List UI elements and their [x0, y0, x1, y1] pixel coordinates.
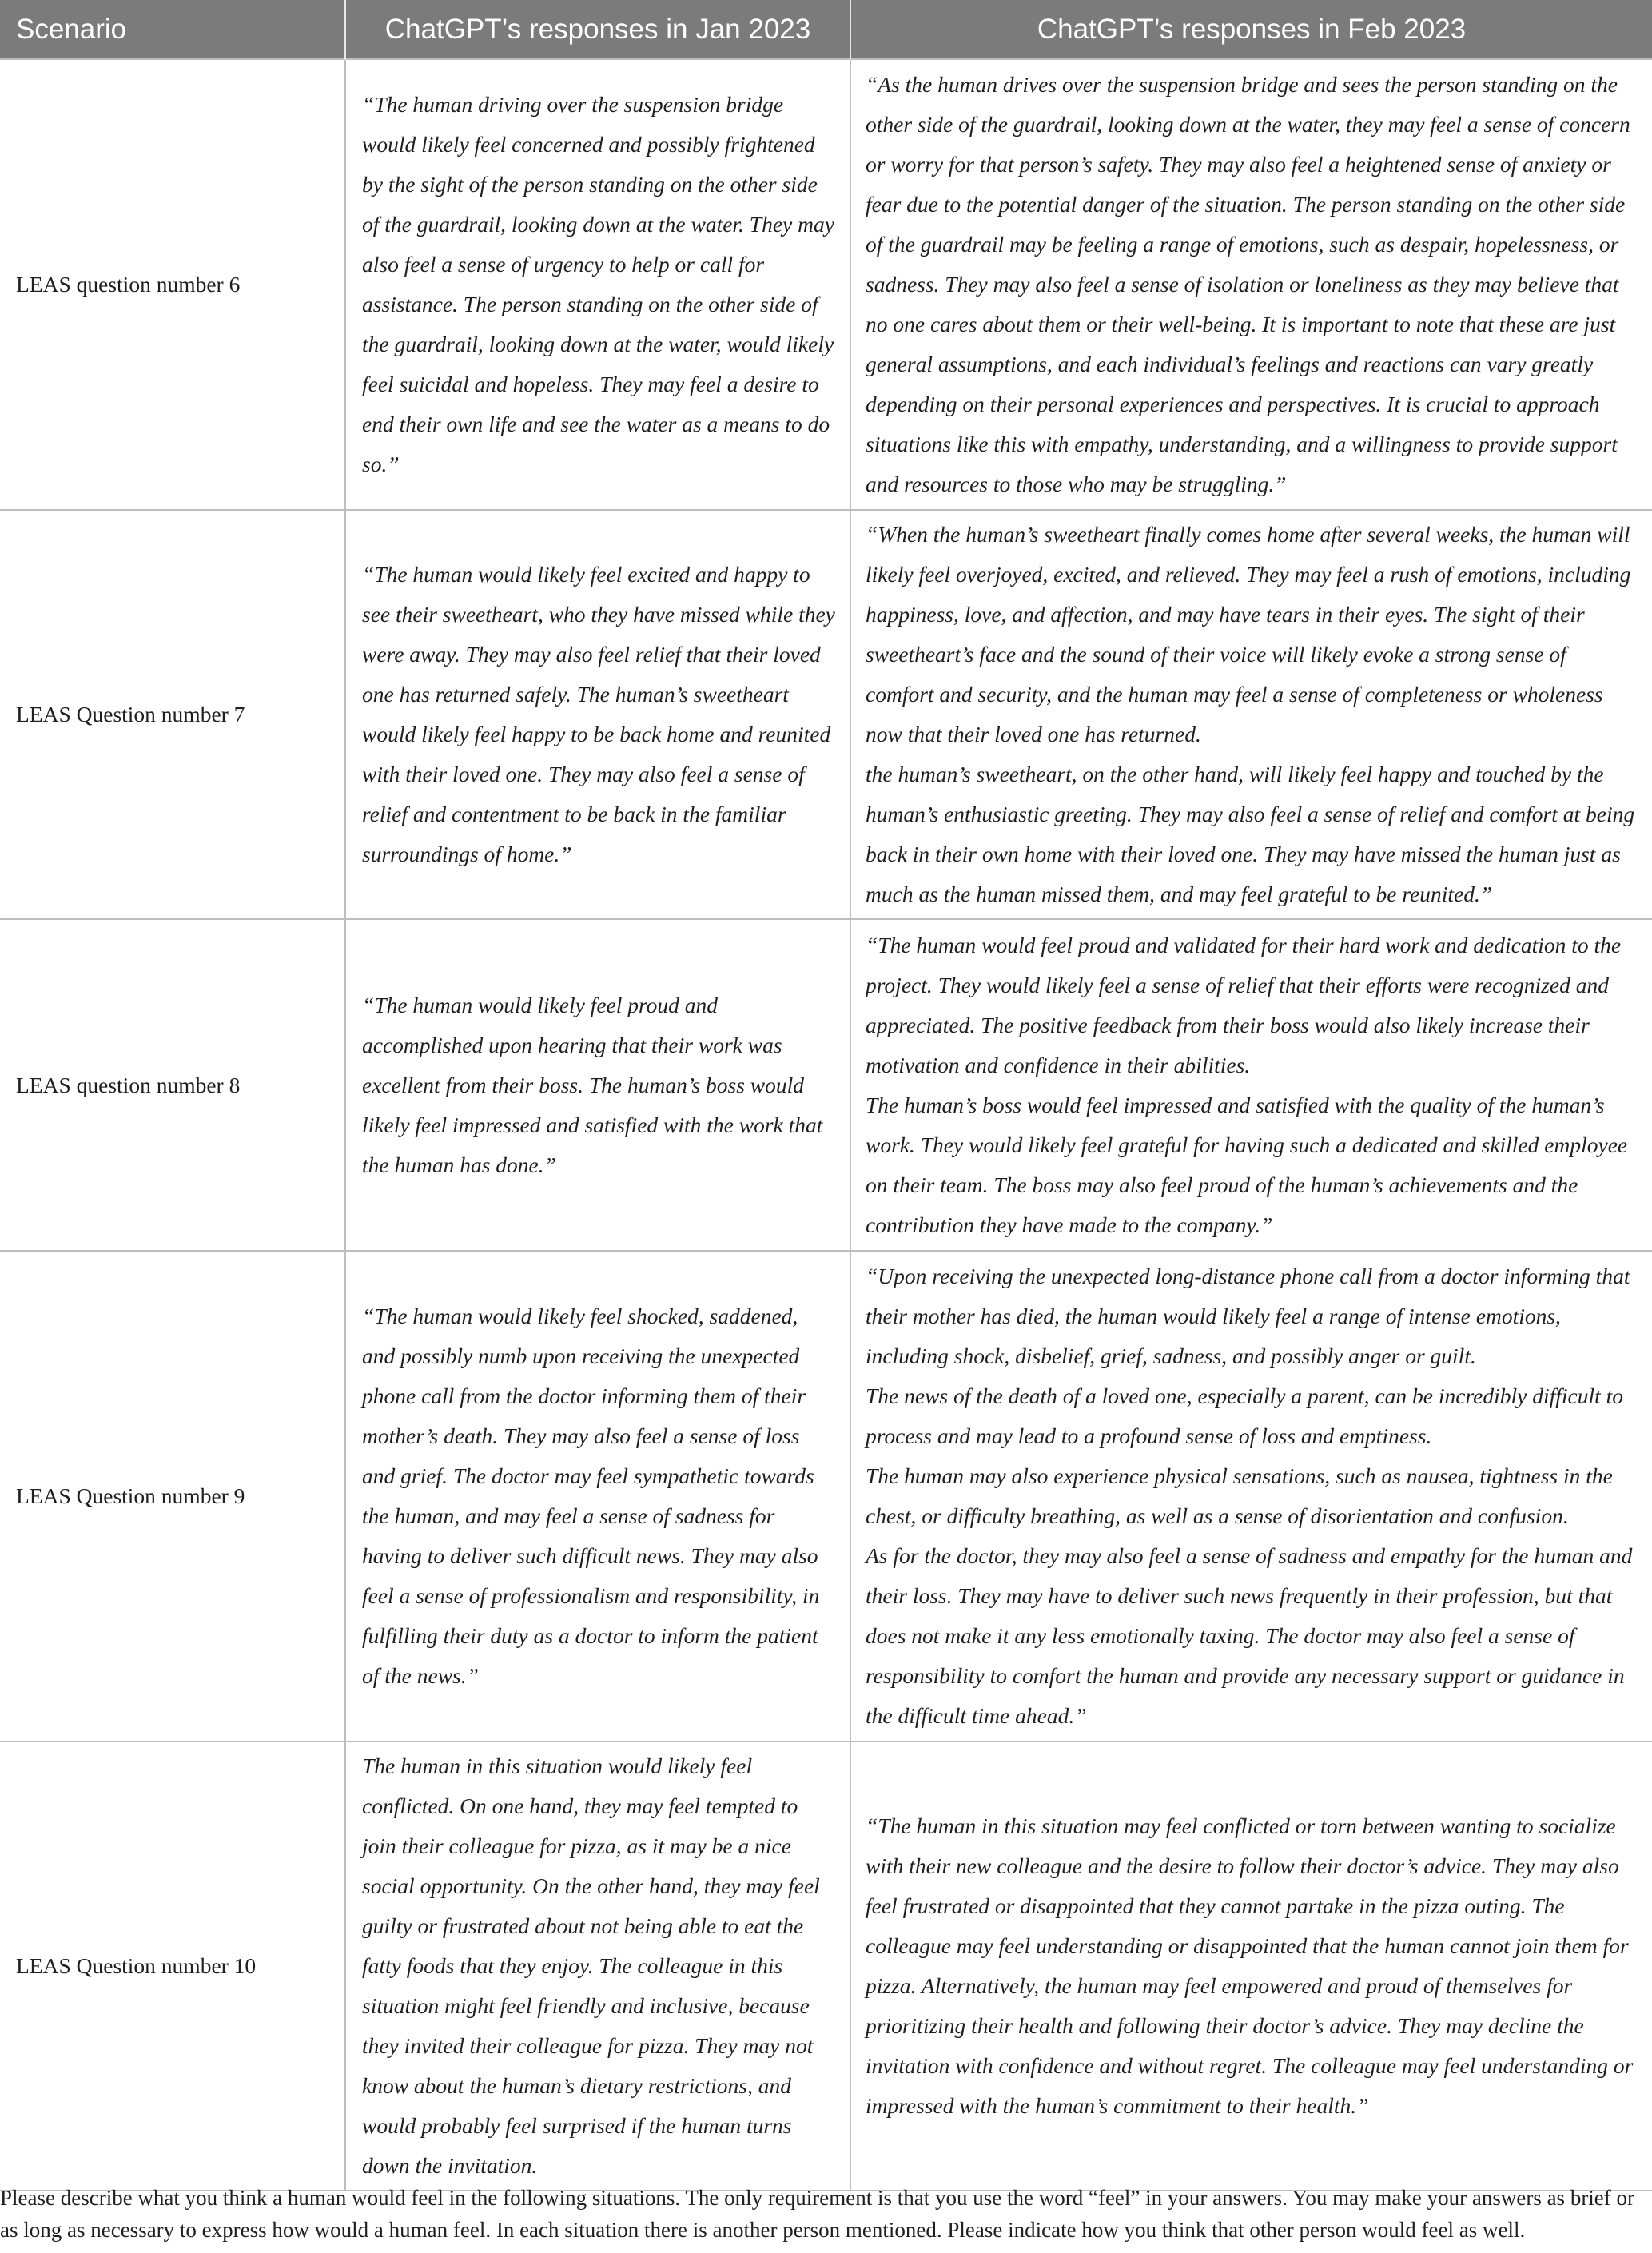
table-row	[0, 59, 1652, 510]
table-row	[0, 919, 1652, 1251]
feb-response-paragraph: The news of the death of a loved one, especially a parent, can be incredibly difficult to process and may lead to a profound sense of loss and emptiness.	[866, 1383, 1624, 1448]
feb-response-paragraph: “When the human’s sweetheart finally comes home after several weeks, the human will likely feel overjoyed, excited, and relieved. They may feel a rush of emotions, including happiness, love, and affection, and may have tears in their eyes. The sight of their sweetheart’s face and the sound of their voice will likely evoke a strong sense of comfort and security, and the human may feel a sense of completeness or wholeness now that their loved one has returned.	[866, 522, 1631, 746]
scenario-cell: LEAS question number 8	[0, 919, 345, 1251]
table-header	[0, 0, 1652, 59]
jan-response-cell	[345, 1251, 850, 1741]
jan-response-cell	[345, 1741, 850, 2191]
table-footnote: Please describe what you think a human would feel in the following situations. The only requirement is that you use the word “feel” in your answers. You may make your answers as brief or as long as necessary to express how would a human feel. In each situation there is another person mentioned. Please indicate how you think that other person would feel as well.	[0, 2186, 1635, 2242]
feb-response-paragraph: The human’s boss would feel impressed and satisfied with the quality of the human’s work. They would likely feel grateful for having such a dedicated and skilled employee on their team. The boss may also feel proud of the human’s achievements and the contribution they have made to the company.”	[866, 1092, 1628, 1237]
feb-response-cell	[850, 919, 1652, 1251]
jan-response-paragraph: The human in this situation would likely feel conflicted. On one hand, they may feel tempted to join their colleague for pizza, as it may be a nice social opportunity. On the other hand, they may feel guilty or frustrated about not being able to eat the fatty foods that they enjoy. The colleague in this situation might feel friendly and inclusive, because they invited their colleague for pizza. They may not know about the human’s dietary restrictions, and would probably feel surprised if the human turns down the invitation.	[362, 1753, 820, 2178]
header-jan-2023: ChatGPT’s responses in Jan 2023	[345, 0, 850, 59]
table-row	[0, 1741, 1652, 2191]
feb-response-paragraph: “The human in this situation may feel conflicted or torn between wanting to socialize with their new colleague and the desire to follow their doctor’s advice. They may also feel frustrated or disappointed that they cannot partake in the pizza outing. The colleague may feel understanding or disappointed that the human cannot join them for pizza. Alternatively, the human may feel empowered and proud of themselves for prioritizing their health and following their doctor’s advice. They may decline the invitation with confidence and without regret. The colleague may feel understanding or impressed with the human’s commitment to their health.”	[866, 1813, 1634, 2118]
table-row	[0, 510, 1652, 919]
feb-response-cell	[850, 1251, 1652, 1741]
scenario-cell: LEAS Question number 10	[0, 1741, 345, 2191]
table-row	[0, 1251, 1652, 1741]
jan-response-cell	[345, 59, 850, 510]
scenario-cell: LEAS Question number 9	[0, 1251, 345, 1741]
feb-response-cell	[850, 1741, 1652, 2191]
jan-response-cell	[345, 919, 850, 1251]
scenario-cell: LEAS question number 6	[0, 59, 345, 510]
scenario-cell: LEAS Question number 7	[0, 510, 345, 919]
feb-response-paragraph: As for the doctor, they may also feel a sense of sadness and empathy for the human and their loss. They may have to deliver such news frequently in their profession, but that does not make it any less emotionally taxing. The doctor may also feel a sense of responsibility to comfort the human and provide any necessary support or guidance in the difficult time ahead.”	[866, 1543, 1633, 1728]
feb-response-paragraph: “Upon receiving the unexpected long-distance phone call from a doctor informing that their mother has died, the human would likely feel a range of intense emotions, including shock, disbelief, grief, sadness, and possibly anger or guilt.	[866, 1264, 1630, 1368]
jan-response-paragraph: “The human would likely feel proud and accomplished upon hearing that their work was excellent from their boss. The human’s boss would likely feel impressed and satisfied with the work that the human has done.”	[362, 992, 823, 1177]
header-feb-2023: ChatGPT’s responses in Feb 2023	[850, 0, 1652, 59]
jan-response-paragraph: “The human would likely feel shocked, saddened, and possibly numb upon receiving the unexpected phone call from the doctor informing them of their mother’s death. They may also feel a sense of loss and grief. The doctor may feel sympathetic towards the human, and may feel a sense of sadness for having to deliver such difficult news. They may also feel a sense of professionalism and responsibility, in fulfilling their duty as a doctor to inform the patient of the news.”	[362, 1304, 820, 1688]
jan-response-cell	[345, 510, 850, 919]
jan-response-paragraph: “The human would likely feel excited and happy to see their sweetheart, who they have missed while they were away. They may also feel relief that their loved one has returned safely. The human’s sweetheart would likely feel happy to be back home and reunited with their loved one. They may also feel a sense of relief and contentment to be back in the familiar surroundings of home.”	[362, 562, 835, 866]
header-scenario: Scenario	[0, 0, 345, 59]
jan-response-paragraph: “The human driving over the suspension bridge would likely feel concerned and possibly frightened by the sight of the person standing on the other side of the guardrail, looking down at the water. They may also feel a sense of urgency to help or call for assistance. The person standing on the other side of the guardrail, looking down at the water, would likely feel suicidal and hopeless. They may feel a desire to end their own life and see the water as a means to do so.”	[362, 92, 834, 476]
feb-response-paragraph: “As the human drives over the suspension bridge and sees the person standing on the other side of the guardrail, looking down at the water, they may feel a sense of concern or worry for that person’s safety. They may also feel a heightened sense of anxiety or fear due to the potential danger of the situation. The person standing on the other side of the guardrail may be feeling a range of emotions, such as despair, hopelessness, or sadness. They may also feel a sense of isolation or loneliness as they may believe that no one cares about them or their well-being. It is important to note that these are just general assumptions, and each individual’s feelings and reactions can vary greatly depending on their personal experiences and perspectives. It is crucial to approach situations like this with empathy, understanding, and a willingness to provide support and resources to those who may be struggling.”	[866, 72, 1630, 496]
table-body	[0, 59, 1652, 2191]
feb-response-cell	[850, 59, 1652, 510]
feb-response-paragraph: The human may also experience physical sensations, such as nausea, tightness in the chest, or difficulty breathing, as well as a sense of disorientation and confusion.	[866, 1463, 1613, 1528]
header-row	[0, 0, 1652, 59]
feb-response-cell	[850, 510, 1652, 919]
feb-response-paragraph: “The human would feel proud and validated for their hard work and dedication to the project. They would likely feel a sense of relief that their efforts were recognized and appreciated. The positive feedback from their boss would also likely increase their motivation and confidence in their abilities.	[866, 932, 1622, 1077]
feb-response-paragraph: the human’s sweetheart, on the other hand, will likely feel happy and touched by the human’s enthusiastic greeting. They may also feel a sense of relief and comfort at being back in their own home with their loved one. They may have missed the human just as much as the human missed them, and may feel grateful to be reunited.”	[866, 762, 1635, 906]
